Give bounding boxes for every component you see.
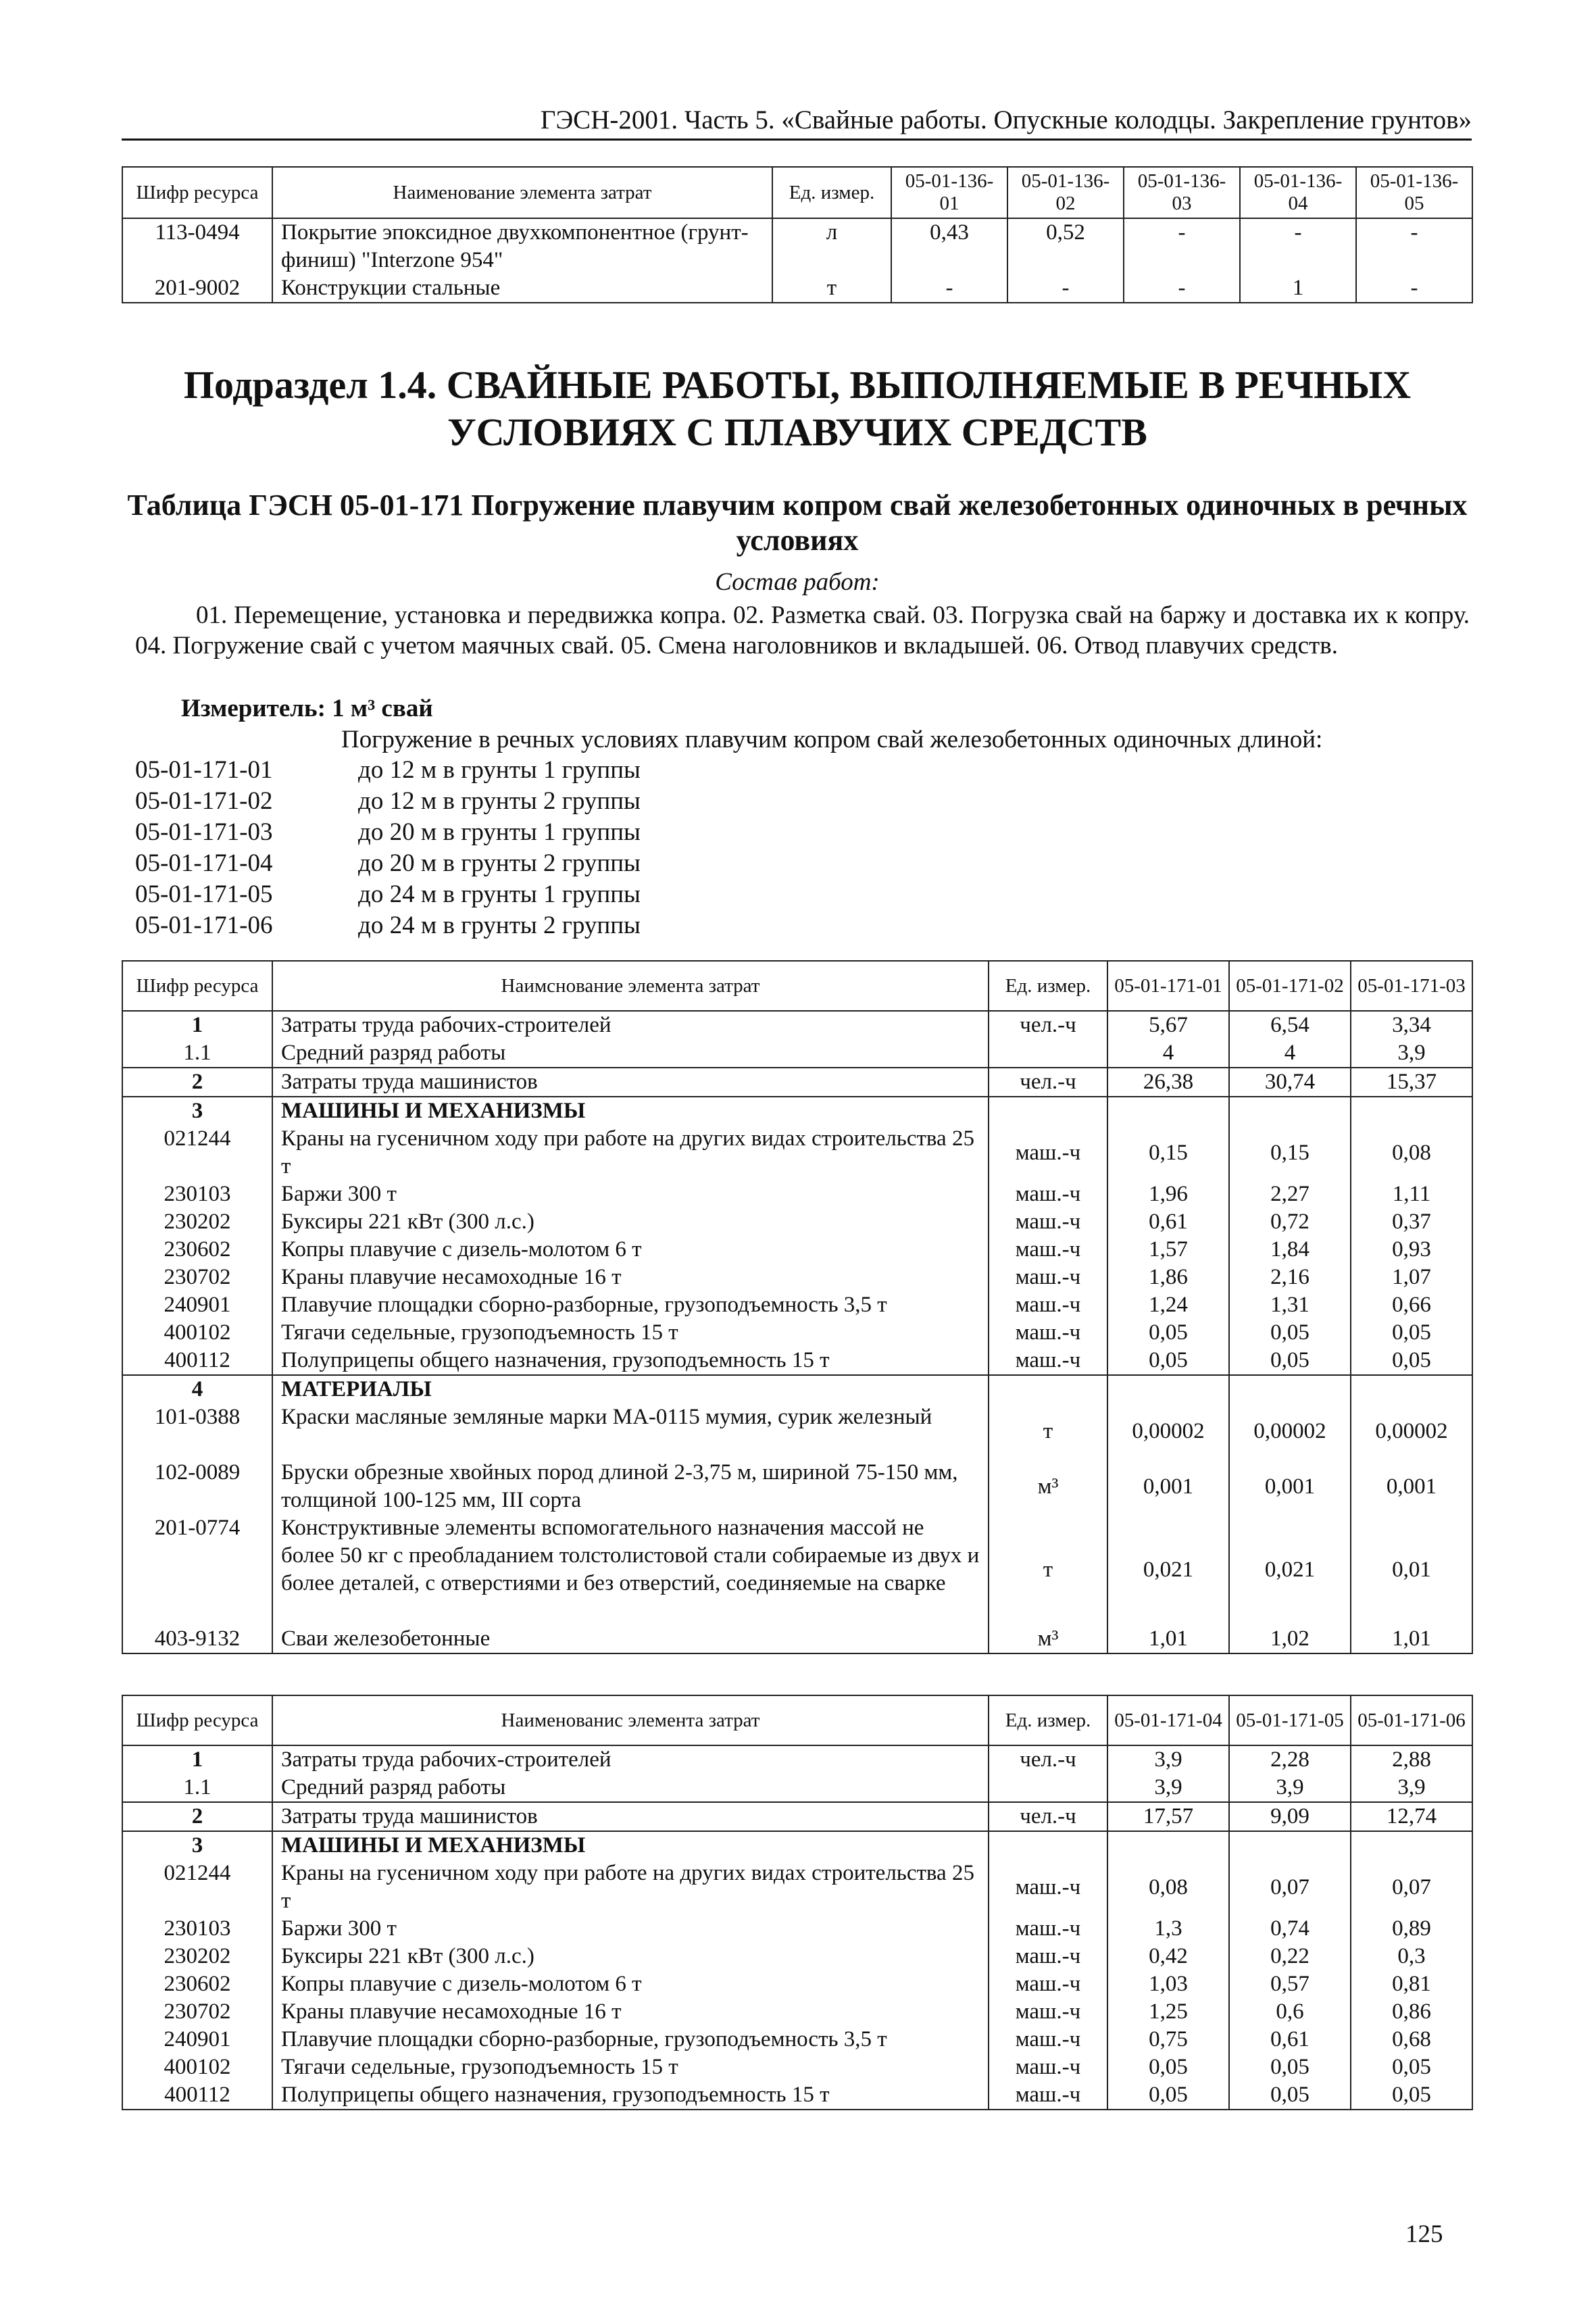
page-number: 125 bbox=[1405, 2220, 1443, 2248]
cost-element-name: Краны плавучие несамоходные 16 т bbox=[272, 1998, 989, 2026]
variant-item bbox=[135, 786, 641, 816]
norm-value: 0,43 bbox=[891, 218, 1007, 274]
variant-code: 05-01-171-04 bbox=[135, 849, 273, 877]
table-row bbox=[122, 1068, 1472, 1097]
norm-value: 0,93 bbox=[1351, 1236, 1472, 1264]
cost-element-name: Полуприцепы общего назначения, грузоподъемность 15 т bbox=[272, 1347, 989, 1375]
work-composition-header: Состав работ: bbox=[715, 568, 880, 596]
unit: маш.-ч bbox=[989, 2026, 1107, 2053]
resource-code: 400102 bbox=[122, 1319, 272, 1347]
variant-text: до 12 м в грунты 2 группы bbox=[358, 787, 641, 815]
variant-text: до 24 м в грунты 1 группы bbox=[358, 880, 641, 908]
norm-value: 0,52 bbox=[1007, 218, 1124, 274]
variant-code: 05-01-171-01 bbox=[135, 756, 273, 784]
norm-value: 0,05 bbox=[1351, 2081, 1472, 2110]
resource-code: 230602 bbox=[122, 1970, 272, 1998]
unit: т bbox=[772, 274, 891, 303]
resource-code: 403-9132 bbox=[122, 1625, 272, 1653]
cost-element-name: Затраты труда рабочих-строителей bbox=[272, 1745, 989, 1774]
variant-item bbox=[135, 755, 641, 785]
unit: маш.-ч bbox=[989, 1180, 1107, 1208]
cost-element-name: Средний разряд работы bbox=[272, 1774, 989, 1802]
unit: т bbox=[989, 1514, 1107, 1625]
norm-value: 17,57 bbox=[1107, 1802, 1229, 1831]
resource-code: 1.1 bbox=[122, 1774, 272, 1802]
unit: маш.-ч bbox=[989, 1943, 1107, 1970]
resource-code: 102-0089 bbox=[122, 1459, 272, 1514]
norm-value: 0,6 bbox=[1229, 1998, 1351, 2026]
norm-value: 3,34 bbox=[1351, 1011, 1472, 1039]
norm-value: 3,9 bbox=[1229, 1774, 1351, 1802]
variant-text: до 24 м в грунты 2 группы bbox=[358, 912, 641, 939]
cost-element-name: Полуприцепы общего назначения, грузоподъемность 15 т bbox=[272, 2081, 989, 2110]
column-header: 05-01-171-06 bbox=[1351, 1695, 1472, 1745]
table-row bbox=[122, 1459, 1472, 1514]
unit: чел.-ч bbox=[989, 1011, 1107, 1039]
norm-value: 0,68 bbox=[1351, 2026, 1472, 2053]
column-header: Ед. измер. bbox=[772, 167, 891, 218]
column-header: Ед. измер. bbox=[989, 961, 1107, 1011]
norm-value: 1,03 bbox=[1107, 1970, 1229, 1998]
norm-value: 0,66 bbox=[1351, 1291, 1472, 1319]
cost-element-name: Плавучие площадки сборно-разборные, грузоподъемность 3,5 т bbox=[272, 2026, 989, 2053]
norm-value: 30,74 bbox=[1229, 1068, 1351, 1097]
column-header: 05-01-171-02 bbox=[1229, 961, 1351, 1011]
resource-code: 1.1 bbox=[122, 1039, 272, 1068]
norm-value: 2,16 bbox=[1229, 1264, 1351, 1291]
column-header: 05-01-171-04 bbox=[1107, 1695, 1229, 1745]
resource-code: 2 bbox=[122, 1068, 272, 1097]
norm-value: - bbox=[1240, 218, 1356, 274]
norm-value: 0,37 bbox=[1351, 1208, 1472, 1236]
resource-code: 021244 bbox=[122, 1125, 272, 1180]
cost-element-name: Средний разряд работы bbox=[272, 1039, 989, 1068]
table-row bbox=[122, 1802, 1472, 1831]
unit: чел.-ч bbox=[989, 1745, 1107, 1774]
variant-item bbox=[135, 910, 641, 941]
norm-value: 0,05 bbox=[1351, 1347, 1472, 1375]
resource-code: 400112 bbox=[122, 1347, 272, 1375]
table-row bbox=[122, 1264, 1472, 1291]
resource-code: 230103 bbox=[122, 1180, 272, 1208]
norm-value: 1,3 bbox=[1107, 1915, 1229, 1943]
resource-code: 400102 bbox=[122, 2053, 272, 2081]
unit: м³ bbox=[989, 1459, 1107, 1514]
norm-value: 0,57 bbox=[1229, 1970, 1351, 1998]
unit: чел.-ч bbox=[989, 1802, 1107, 1831]
norm-value: 2,27 bbox=[1229, 1180, 1351, 1208]
norm-value bbox=[1107, 1097, 1229, 1125]
unit: маш.-ч bbox=[989, 1264, 1107, 1291]
norm-value: 0,01 bbox=[1351, 1514, 1472, 1625]
variants-description: Погружение в речных условиях плавучим копром свай железобетонных одиночных длиной: bbox=[341, 726, 1323, 753]
norm-value: 1,57 bbox=[1107, 1236, 1229, 1264]
norm-value: 0,05 bbox=[1351, 1319, 1472, 1347]
cost-element-name: Покрытие эпоксидное двухкомпонентное (грунт-финиш) "Interzone 954" bbox=[272, 218, 772, 274]
norm-value bbox=[1107, 1375, 1229, 1403]
resource-code: 230702 bbox=[122, 1998, 272, 2026]
unit: маш.-ч bbox=[989, 2081, 1107, 2110]
resource-code: 230202 bbox=[122, 1208, 272, 1236]
norm-value: 0,05 bbox=[1229, 2053, 1351, 2081]
column-header: Ед. измер. bbox=[989, 1695, 1107, 1745]
resource-code: 3 bbox=[122, 1831, 272, 1860]
cost-element-name: Сваи железобетонные bbox=[272, 1625, 989, 1653]
unit: маш.-ч bbox=[989, 2053, 1107, 2081]
norm-value bbox=[1351, 1097, 1472, 1125]
table-title: Таблица ГЭСН 05-01-171 Погружение плавучим копром свай железобетонных одиночных в речных условиях bbox=[127, 489, 1468, 557]
norm-value: 15,37 bbox=[1351, 1068, 1472, 1097]
norm-value: 1,11 bbox=[1351, 1180, 1472, 1208]
table-row bbox=[122, 1774, 1472, 1802]
norm-value: - bbox=[891, 274, 1007, 303]
cost-element-name: Тягачи седельные, грузоподъемность 15 т bbox=[272, 2053, 989, 2081]
cost-element-name: Баржи 300 т bbox=[272, 1180, 989, 1208]
norm-value: 0,00002 bbox=[1229, 1403, 1351, 1459]
norm-value: 3,9 bbox=[1351, 1039, 1472, 1068]
table-row bbox=[122, 1970, 1472, 1998]
table-header-row bbox=[122, 961, 1472, 1011]
variant-code: 05-01-171-03 bbox=[135, 818, 273, 846]
norm-value: 1,96 bbox=[1107, 1180, 1229, 1208]
table-row bbox=[122, 1745, 1472, 1774]
table-row bbox=[122, 1180, 1472, 1208]
table-row bbox=[122, 1375, 1472, 1403]
resource-code: 230602 bbox=[122, 1236, 272, 1264]
unit: маш.-ч bbox=[989, 1970, 1107, 1998]
norm-value: 0,61 bbox=[1107, 1208, 1229, 1236]
norm-value: 0,22 bbox=[1229, 1943, 1351, 1970]
column-header: 05-01-136-02 bbox=[1007, 167, 1124, 218]
cost-element-name: Краны плавучие несамоходные 16 т bbox=[272, 1264, 989, 1291]
norm-value bbox=[1229, 1831, 1351, 1860]
resource-code: 230702 bbox=[122, 1264, 272, 1291]
column-header: 05-01-136-05 bbox=[1356, 167, 1472, 218]
resource-code: 1 bbox=[122, 1011, 272, 1039]
norm-value: 0,021 bbox=[1107, 1514, 1229, 1625]
cost-element-name: Конструкции стальные bbox=[272, 274, 772, 303]
norm-value: 1 bbox=[1240, 274, 1356, 303]
cost-element-name: Краны на гусеничном ходу при работе на других видах строительства 25 т bbox=[272, 1860, 989, 1915]
norm-value: 0,89 bbox=[1351, 1915, 1472, 1943]
table-header-row bbox=[122, 1695, 1472, 1745]
table-header-row bbox=[122, 167, 1472, 218]
table-row bbox=[122, 2026, 1472, 2053]
unit bbox=[989, 1774, 1107, 1802]
table-row bbox=[122, 1998, 1472, 2026]
norm-value: 0,001 bbox=[1351, 1459, 1472, 1514]
cost-element-name: Буксиры 221 кВт (300 л.с.) bbox=[272, 1208, 989, 1236]
norm-value: 1,25 bbox=[1107, 1998, 1229, 2026]
variant-text: до 20 м в грунты 1 группы bbox=[358, 818, 641, 846]
norm-value: 0,001 bbox=[1107, 1459, 1229, 1514]
column-header: Наимснование элемента затрат bbox=[272, 961, 989, 1011]
norm-value: 1,24 bbox=[1107, 1291, 1229, 1319]
unit: маш.-ч bbox=[989, 1915, 1107, 1943]
norm-value: 0,021 bbox=[1229, 1514, 1351, 1625]
variant-code: 05-01-171-06 bbox=[135, 912, 273, 939]
table-row bbox=[122, 1403, 1472, 1459]
norm-value: 9,09 bbox=[1229, 1802, 1351, 1831]
table-row bbox=[122, 1319, 1472, 1347]
table-05-01-171-01-03 bbox=[122, 960, 1473, 1654]
norm-value: 4 bbox=[1107, 1039, 1229, 1068]
column-header: Шифр ресурса bbox=[122, 167, 272, 218]
norm-value: 0,3 bbox=[1351, 1943, 1472, 1970]
norm-value: 0,05 bbox=[1107, 1347, 1229, 1375]
norm-value: 1,07 bbox=[1351, 1264, 1472, 1291]
measurement-unit: Измеритель: 1 м³ свай bbox=[181, 695, 433, 722]
norm-value: 0,15 bbox=[1107, 1125, 1229, 1180]
norm-value bbox=[1351, 1375, 1472, 1403]
column-header: 05-01-136-04 bbox=[1240, 167, 1356, 218]
norm-value: 1,02 bbox=[1229, 1625, 1351, 1653]
table-row bbox=[122, 1125, 1472, 1180]
unit bbox=[989, 1097, 1107, 1125]
resource-code: 240901 bbox=[122, 2026, 272, 2053]
resource-code: 2 bbox=[122, 1802, 272, 1831]
unit: маш.-ч bbox=[989, 1319, 1107, 1347]
norm-value: 3,9 bbox=[1107, 1774, 1229, 1802]
cost-element-name: Копры плавучие с дизель-молотом 6 т bbox=[272, 1970, 989, 1998]
norm-value: 0,75 bbox=[1107, 2026, 1229, 2053]
table-row bbox=[122, 1208, 1472, 1236]
cost-element-name: МАШИНЫ И МЕХАНИЗМЫ bbox=[272, 1831, 989, 1860]
resource-code: 230103 bbox=[122, 1915, 272, 1943]
column-header: Шифр ресурса bbox=[122, 961, 272, 1011]
resource-code: 400112 bbox=[122, 2081, 272, 2110]
cost-element-name: Бруски обрезные хвойных пород длиной 2-3,75 м, шириной 75-150 мм, толщиной 100-125 мм, III сорта bbox=[272, 1459, 989, 1514]
norm-value: - bbox=[1356, 218, 1472, 274]
resource-code: 201-9002 bbox=[122, 274, 272, 303]
norm-value: 0,72 bbox=[1229, 1208, 1351, 1236]
norm-value: 0,81 bbox=[1351, 1970, 1472, 1998]
norm-value: 0,08 bbox=[1107, 1860, 1229, 1915]
cost-element-name: Конструктивные элементы вспомогательного назначения массой не более 50 кг с преобладанием толстолистовой стали собираемые из двух и более деталей, с отверстиями и без отверстий, соединяемые на сварке bbox=[272, 1514, 989, 1625]
table-row bbox=[122, 2053, 1472, 2081]
cost-element-name: Затраты труда машинистов bbox=[272, 1068, 989, 1097]
table-row bbox=[122, 1039, 1472, 1068]
norm-value: 0,05 bbox=[1107, 1319, 1229, 1347]
unit: маш.-ч bbox=[989, 1208, 1107, 1236]
column-header: 05-01-171-01 bbox=[1107, 961, 1229, 1011]
variant-item bbox=[135, 817, 641, 847]
norm-value: 12,74 bbox=[1351, 1802, 1472, 1831]
cost-element-name: Краски масляные земляные марки МА-0115 мумия, сурик железный bbox=[272, 1403, 989, 1459]
column-header: 05-01-171-03 bbox=[1351, 961, 1472, 1011]
subsection-title: Подраздел 1.4. СВАЙНЫЕ РАБОТЫ, ВЫПОЛНЯЕМЫЕ В РЕЧНЫХ УСЛОВИЯХ С ПЛАВУЧИХ СРЕДСТВ bbox=[183, 363, 1412, 454]
norm-value: 0,07 bbox=[1351, 1860, 1472, 1915]
norm-value: 0,07 bbox=[1229, 1860, 1351, 1915]
cost-element-name: МАШИНЫ И МЕХАНИЗМЫ bbox=[272, 1097, 989, 1125]
cost-element-name: Краны на гусеничном ходу при работе на других видах строительства 25 т bbox=[272, 1125, 989, 1180]
norm-value: 0,05 bbox=[1229, 2081, 1351, 2110]
unit: л bbox=[772, 218, 891, 274]
unit: маш.-ч bbox=[989, 1998, 1107, 2026]
norm-value bbox=[1107, 1831, 1229, 1860]
table-row bbox=[122, 218, 1472, 274]
cost-element-name: Тягачи седельные, грузоподъемность 15 т bbox=[272, 1319, 989, 1347]
resource-code: 113-0494 bbox=[122, 218, 272, 274]
resource-code: 101-0388 bbox=[122, 1403, 272, 1459]
resource-code: 240901 bbox=[122, 1291, 272, 1319]
unit: м³ bbox=[989, 1625, 1107, 1653]
norm-value: 1,01 bbox=[1351, 1625, 1472, 1653]
resource-code: 1 bbox=[122, 1745, 272, 1774]
norm-value bbox=[1229, 1375, 1351, 1403]
norm-value: 0,001 bbox=[1229, 1459, 1351, 1514]
table-row bbox=[122, 1860, 1472, 1915]
table-row bbox=[122, 2081, 1472, 2110]
table-row bbox=[122, 1943, 1472, 1970]
unit bbox=[989, 1831, 1107, 1860]
norm-value: 0,08 bbox=[1351, 1125, 1472, 1180]
column-header: Шифр ресурса bbox=[122, 1695, 272, 1745]
norm-value: 26,38 bbox=[1107, 1068, 1229, 1097]
norm-value: - bbox=[1124, 274, 1240, 303]
norm-value: 1,84 bbox=[1229, 1236, 1351, 1264]
running-header: ГЭСН-2001. Часть 5. «Свайные работы. Опускные колодцы. Закрепление грунтов» bbox=[122, 105, 1472, 141]
norm-value: 0,15 bbox=[1229, 1125, 1351, 1180]
table-row bbox=[122, 1514, 1472, 1625]
norm-value: - bbox=[1007, 274, 1124, 303]
table-row bbox=[122, 1915, 1472, 1943]
variant-code: 05-01-171-02 bbox=[135, 787, 273, 815]
cost-element-name: МАТЕРИАЛЫ bbox=[272, 1375, 989, 1403]
norm-value: 1,31 bbox=[1229, 1291, 1351, 1319]
norm-value: 0,00002 bbox=[1107, 1403, 1229, 1459]
cost-element-name: Копры плавучие с дизель-молотом 6 т bbox=[272, 1236, 989, 1264]
unit bbox=[989, 1375, 1107, 1403]
resource-code: 021244 bbox=[122, 1860, 272, 1915]
resource-code: 4 bbox=[122, 1375, 272, 1403]
cost-element-name: Плавучие площадки сборно-разборные, грузоподъемность 3,5 т bbox=[272, 1291, 989, 1319]
column-header: 05-01-136-01 bbox=[891, 167, 1007, 218]
unit: чел.-ч bbox=[989, 1068, 1107, 1097]
variant-item bbox=[135, 848, 641, 878]
norm-value: 0,05 bbox=[1107, 2081, 1229, 2110]
unit: маш.-ч bbox=[989, 1291, 1107, 1319]
table-row bbox=[122, 1236, 1472, 1264]
norm-value: - bbox=[1124, 218, 1240, 274]
norm-value: - bbox=[1356, 274, 1472, 303]
resource-code: 3 bbox=[122, 1097, 272, 1125]
work-composition-text: 01. Перемещение, установка и передвижка копра. 02. Разметка свай. 03. Погрузка свай на баржу и доставка их к копру. 04. Погружение свай с учетом маячных свай. 05. Смена наголовников и вкладышей. 06. Отвод плавучих средств. bbox=[135, 601, 1470, 659]
table-row bbox=[122, 1347, 1472, 1375]
cost-element-name: Затраты труда рабочих-строителей bbox=[272, 1011, 989, 1039]
norm-value: 1,01 bbox=[1107, 1625, 1229, 1653]
norm-value: 0,05 bbox=[1351, 2053, 1472, 2081]
norm-value: 0,74 bbox=[1229, 1915, 1351, 1943]
variant-code: 05-01-171-05 bbox=[135, 880, 273, 908]
norm-value: 0,61 bbox=[1229, 2026, 1351, 2053]
column-header: Наименованис элемента затрат bbox=[272, 1695, 989, 1745]
norm-value: 0,86 bbox=[1351, 1998, 1472, 2026]
norm-value: 1,86 bbox=[1107, 1264, 1229, 1291]
table-row bbox=[122, 1097, 1472, 1125]
unit: маш.-ч bbox=[989, 1125, 1107, 1180]
norm-value: 6,54 bbox=[1229, 1011, 1351, 1039]
table-row bbox=[122, 1291, 1472, 1319]
unit: маш.-ч bbox=[989, 1236, 1107, 1264]
cost-element-name: Баржи 300 т bbox=[272, 1915, 989, 1943]
unit: маш.-ч bbox=[989, 1860, 1107, 1915]
resource-code: 230202 bbox=[122, 1943, 272, 1970]
variant-text: до 20 м в грунты 2 группы bbox=[358, 849, 641, 877]
norm-value: 3,9 bbox=[1351, 1774, 1472, 1802]
unit: т bbox=[989, 1403, 1107, 1459]
norm-value: 2,88 bbox=[1351, 1745, 1472, 1774]
unit: маш.-ч bbox=[989, 1347, 1107, 1375]
variant-item bbox=[135, 879, 641, 910]
table-05-01-171-04-06 bbox=[122, 1695, 1473, 2110]
table-row bbox=[122, 1625, 1472, 1653]
norm-value: 3,9 bbox=[1107, 1745, 1229, 1774]
norm-value: 0,05 bbox=[1229, 1347, 1351, 1375]
norm-value: 0,05 bbox=[1229, 1319, 1351, 1347]
norm-value: 4 bbox=[1229, 1039, 1351, 1068]
norm-value bbox=[1351, 1831, 1472, 1860]
resource-code: 201-0774 bbox=[122, 1514, 272, 1625]
cost-element-name: Затраты труда машинистов bbox=[272, 1802, 989, 1831]
table-row bbox=[122, 1831, 1472, 1860]
table-row bbox=[122, 274, 1472, 303]
norm-value: 0,42 bbox=[1107, 1943, 1229, 1970]
table-row bbox=[122, 1011, 1472, 1039]
table-05-01-136 bbox=[122, 166, 1473, 303]
column-header: Наименование элемента затрат bbox=[272, 167, 772, 218]
norm-value bbox=[1229, 1097, 1351, 1125]
cost-element-name: Буксиры 221 кВт (300 л.с.) bbox=[272, 1943, 989, 1970]
variant-text: до 12 м в грунты 1 группы bbox=[358, 756, 641, 784]
norm-value: 0,00002 bbox=[1351, 1403, 1472, 1459]
norm-value: 0,05 bbox=[1107, 2053, 1229, 2081]
norm-value: 5,67 bbox=[1107, 1011, 1229, 1039]
norm-value: 2,28 bbox=[1229, 1745, 1351, 1774]
column-header: 05-01-136-03 bbox=[1124, 167, 1240, 218]
column-header: 05-01-171-05 bbox=[1229, 1695, 1351, 1745]
unit bbox=[989, 1039, 1107, 1068]
